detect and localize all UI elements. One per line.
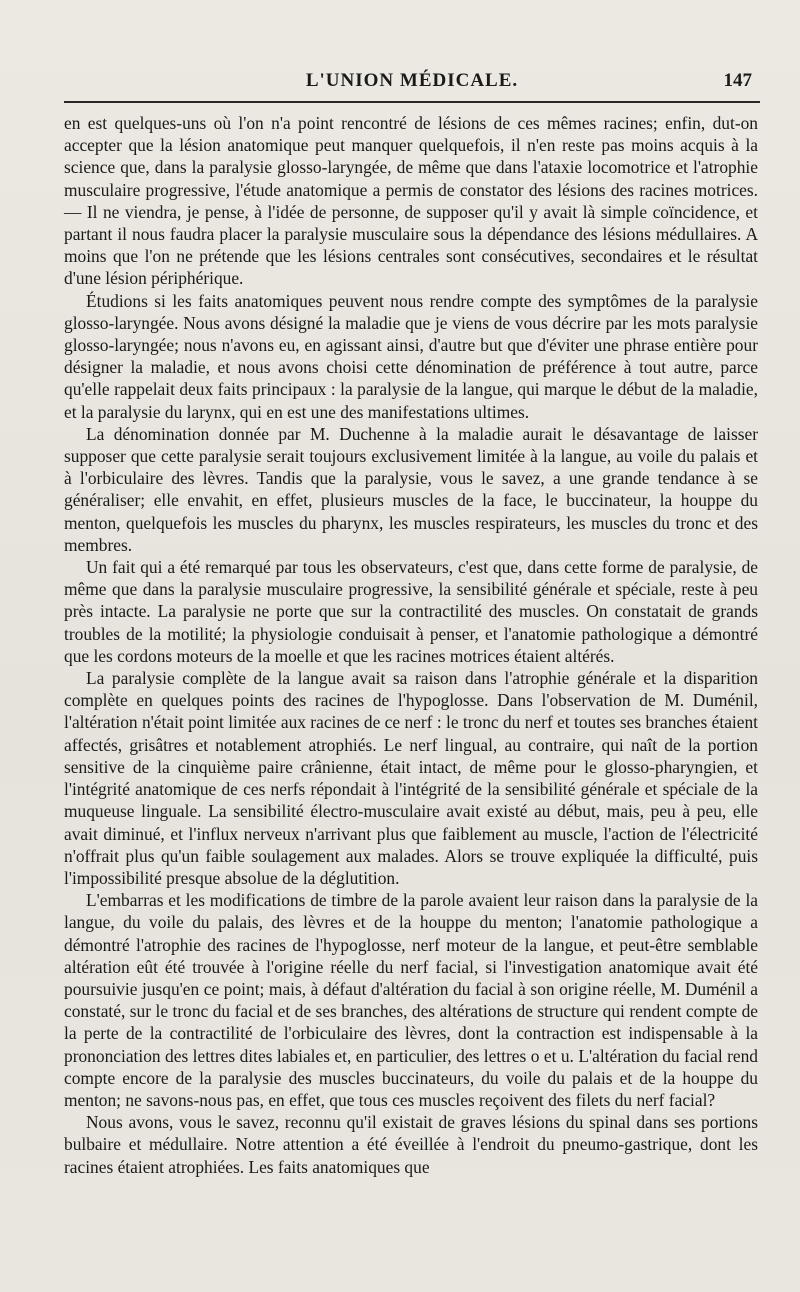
body-text (64, 112, 758, 1178)
paragraph: La paralysie complète de la langue avait sa raison dans l'atrophie générale et la disparition complète en quelques points des racines de l'hypoglosse. Dans l'observation de M. Duménil, l'altération n'était point limitée aux racines de ce nerf : le tronc du nerf et toutes ses branches étaient affectés, grisâtres et notablement atrophiés. Le nerf lingual, au contraire, qui naît de la portion sensitive de la cinquième paire crânienne, était intact, de même pour le glosso-pharyngien, et l'intégrité anatomique de ces nerfs répondait à l'intégrité de la sensibilité générale et spéciale de la muqueuse linguale. La sensibilité électro-musculaire avait existé au début, mais, peu à peu, elle avait diminué, et l'influx nerveux n'arrivant plus que faiblement au muscle, l'action de l'électricité n'offrait plus qu'un faible soulagement aux malades. Alors se trouve expliquée la difficulté, puis l'impossibilité presque absolue de la déglutition. (64, 668, 758, 888)
paragraph: en est quelques-uns où l'on n'a point rencontré de lésions de ces mêmes racines; enfin, dut-on accepter que la lésion anatomique peut manquer quelquefois, il n'en reste pas moins acquis à la science que, dans la paralysie glosso-laryngée, de même que dans l'ataxie locomotrice et l'atrophie musculaire progressive, l'étude anatomique a permis de constator des lésions des racines motrices. — Il ne viendra, je pense, à l'idée de personne, de supposer qu'il y avait là simple coïncidence, et partant il nous faudra placer la paralysie musculaire sous la dépendance des lésions médullaires. A moins que l'on ne prétende que les lésions centrales sont consécutives, secondaires et le résultat d'une lésion périphérique. (64, 113, 758, 289)
page-header (64, 66, 760, 96)
paragraph: Un fait qui a été remarqué par tous les observateurs, c'est que, dans cette forme de paralysie, de même que dans la paralysie musculaire progressive, la sensibilité générale et spéciale, reste à peu près intacte. La paralysie ne porte que sur la contractilité des muscles. On constatait de grands troubles de la motilité; la physiologie conduisait à penser, et l'anatomie pathologique a démontré que les cordons moteurs de la moelle et que les racines motrices étaient altérés. (64, 557, 758, 666)
page-number: 147 (723, 70, 752, 91)
paragraph: Nous avons, vous le savez, reconnu qu'il existait de graves lésions du spinal dans ses portions bulbaire et médullaire. Notre attention a été éveillée à l'endroit du pneumo-gastrique, dont les racines étaient atrophiées. Les faits anatomiques que (64, 1112, 758, 1177)
header-rule (64, 101, 760, 103)
paragraph: La dénomination donnée par M. Duchenne à la maladie aurait le désavantage de laisser supposer que cette paralysie serait toujours exclusivement limitée à la langue, au voile du palais et à l'orbiculaire des lèvres. Tandis que la paralysie, vous le savez, a une grande tendance à se généraliser; elle envahit, en effet, plusieurs muscles de la face, le buccinateur, la houppe du menton, quelquefois les muscles du pharynx, les muscles respirateurs, les muscles du tronc et des membres. (64, 423, 758, 555)
paragraph: Étudions si les faits anatomiques peuvent nous rendre compte des symptômes de la paralysie glosso-laryngée. Nous avons désigné la maladie que je viens de vous décrire par les mots paralysie glosso-laryngée; nous n'avons eu, en agissant ainsi, d'autre but que d'éviter une phrase entière pour désigner la maladie, et nous avons choisi cette dénomination de préférence à tout autre, parce qu'elle rappelait deux faits principaux : la paralysie de la langue, qui marque le début de la maladie, et la paralysie du larynx, qui en est une des manifestations ultimes. (64, 290, 758, 422)
paragraph: L'embarras et les modifications de timbre de la parole avaient leur raison dans la paralysie de la langue, du voile du palais, des lèvres et de la houppe du menton; l'anatomie pathologique a démontré l'atrophie des racines de l'hypoglosse, nerf moteur de la langue, et peut-être semblable altération eût été trouvée à l'origine réelle du nerf facial, si l'investigation anatomique avait été poursuivie jusqu'en ce point; mais, à défaut d'altération du facial à son origine réelle, M. Duménil a constaté, sur le tronc du facial et de ses branches, des altérations de structure qui rendent compte de la perte de la contractilité de l'orbiculaire des lèvres, dont la contraction est indispensable à la prononciation des lettres dites labiales et, en particulier, des lettres o et u. L'altération du facial rend compte encore de la paralysie des muscles buccinateurs, du voile du palais et de la houppe du menton; ne savons-nous pas, en effet, que tous ces muscles reçoivent des filets du nerf facial? (64, 890, 758, 1110)
running-title: L'UNION MÉDICALE. (305, 70, 519, 91)
